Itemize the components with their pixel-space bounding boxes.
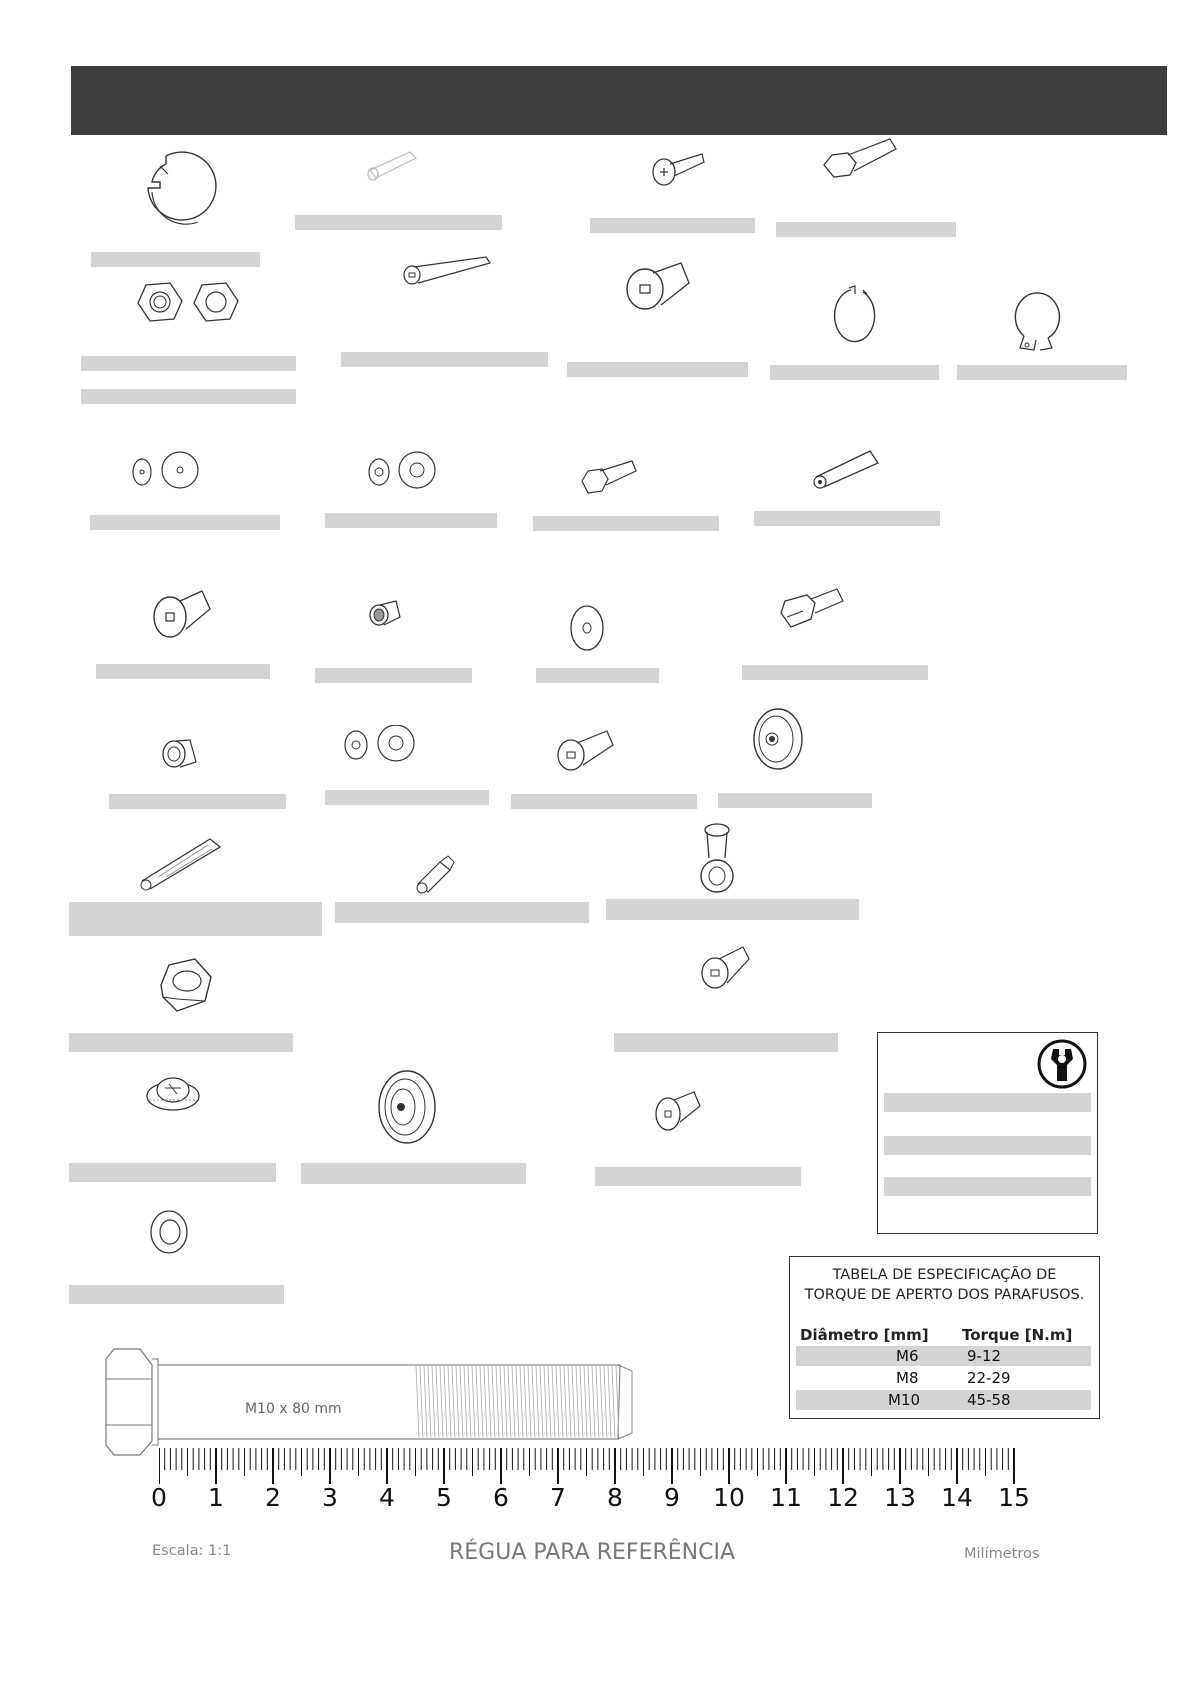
ruler-number: 1	[208, 1483, 224, 1512]
stud-icon	[412, 850, 457, 895]
ruler-number: 4	[379, 1483, 395, 1512]
circlip-icon	[1010, 288, 1062, 356]
label-hex-nut	[69, 1033, 293, 1052]
pulley-icon	[375, 1067, 440, 1147]
button-screw-icon	[555, 725, 615, 775]
label-flat-washer	[536, 668, 659, 683]
ruler-number: 3	[322, 1483, 338, 1512]
label-button-screw	[511, 794, 697, 809]
label-washers-c	[325, 790, 489, 805]
spec-title-line1: TABELA DE ESPECIFICAÇÃO DE	[832, 1267, 1057, 1283]
spec-diameter: M10	[888, 1391, 921, 1409]
label-countersunk-screw	[96, 664, 270, 679]
washer-icon	[565, 600, 610, 655]
label-lock-nut-1	[81, 356, 296, 371]
label-hex-screw	[533, 516, 719, 531]
label-countersunk-screw-small	[595, 1167, 801, 1186]
note-bar-1	[884, 1093, 1091, 1112]
ruler-number: 2	[265, 1483, 281, 1512]
ruler-number: 7	[550, 1483, 566, 1512]
lock-nut-icon	[132, 275, 247, 330]
col-torque-header: Torque [N.m]	[962, 1326, 1073, 1344]
label-e-clip	[91, 252, 260, 267]
washer-icon	[342, 725, 422, 765]
label-threaded-rod	[69, 902, 322, 936]
ruler-number: 9	[664, 1483, 680, 1512]
spec-diameter: M6	[896, 1347, 919, 1365]
reference-bolt	[100, 1345, 640, 1465]
ruler-title: RÉGUA PARA REFERÊNCIA	[449, 1540, 736, 1565]
wrench-icon	[1037, 1039, 1087, 1089]
spec-torque: 9-12	[967, 1347, 1002, 1365]
units-text: Milímetros	[964, 1546, 1040, 1562]
label-axle-pin	[742, 665, 928, 680]
label-circlip	[957, 365, 1127, 380]
ruler-number: 0	[151, 1483, 167, 1512]
bushing-icon	[366, 595, 406, 630]
scale-text: Escala: 1:1	[152, 1543, 232, 1559]
label-tube	[754, 511, 940, 526]
cap-nut-icon	[143, 1070, 203, 1115]
countersunk-screw-icon	[652, 1088, 702, 1133]
ruler-number: 8	[607, 1483, 623, 1512]
ruler-number: 13	[884, 1483, 916, 1512]
ruler-number: 11	[770, 1483, 802, 1512]
spec-title-line2: TORQUE DE APERTO DOS PARAFUSOS.	[804, 1287, 1085, 1303]
button-screw-icon	[697, 943, 752, 993]
label-button-screw-small	[614, 1033, 838, 1052]
label-pulley-small	[718, 793, 872, 808]
spec-torque: 45-58	[967, 1391, 1011, 1409]
socket-screw-icon	[400, 255, 495, 287]
label-hex-bolt	[776, 222, 956, 237]
hex-bolt-icon	[820, 135, 900, 195]
header-bar	[71, 66, 1167, 135]
phillips-screw-icon	[650, 148, 710, 190]
ruler-number: 5	[436, 1483, 452, 1512]
label-bushing	[315, 668, 472, 683]
spec-torque: 22-29	[967, 1369, 1011, 1387]
ruler-number: 6	[493, 1483, 509, 1512]
label-rubber-bushing	[109, 794, 286, 809]
label-phillips-screw	[590, 218, 755, 233]
note-bar-2	[884, 1136, 1091, 1155]
ruler-ticks	[159, 1448, 1019, 1488]
washer-icon	[365, 450, 440, 492]
hex-nut-icon	[155, 955, 217, 1017]
rod-icon	[138, 833, 228, 893]
label-snap-ring	[770, 365, 939, 380]
label-small-stud	[335, 902, 589, 923]
bushing-icon	[160, 732, 200, 772]
label-washers-b	[325, 513, 497, 528]
cup-washer-icon	[148, 1207, 190, 1257]
reference-ruler	[100, 1345, 1060, 1545]
col-diameter-header: Diâmetro [mm]	[800, 1326, 929, 1344]
label-socket-screw	[341, 352, 548, 367]
spec-diameter: M8	[896, 1369, 919, 1387]
snap-ring-icon	[833, 284, 878, 349]
eye-bolt-icon	[693, 822, 743, 894]
label-washers-a	[90, 515, 280, 530]
label-cup-washer	[69, 1285, 284, 1304]
label-pin	[295, 215, 502, 230]
pin-icon	[364, 148, 424, 188]
hex-screw-icon	[578, 455, 640, 500]
label-eye-bolt	[606, 899, 859, 920]
button-screw-icon	[623, 255, 693, 315]
pulley-icon	[750, 703, 810, 773]
tube-icon	[810, 445, 885, 490]
label-pulley-large	[301, 1163, 526, 1184]
bolt-label: M10 x 80 mm	[245, 1401, 342, 1417]
ruler-number: 14	[941, 1483, 973, 1512]
label-lock-nut-2	[81, 389, 296, 404]
e-clip-icon	[138, 148, 218, 233]
axle-icon	[777, 583, 847, 638]
label-cap-nut	[69, 1163, 276, 1182]
ruler-number: 12	[827, 1483, 859, 1512]
bolt-threads	[416, 1366, 619, 1438]
ruler-number: 15	[998, 1483, 1030, 1512]
ruler-number: 10	[713, 1483, 745, 1512]
washer-icon	[128, 450, 203, 492]
countersunk-screw-icon	[150, 585, 215, 640]
note-bar-3	[884, 1177, 1091, 1196]
torque-notes-box	[877, 1032, 1098, 1234]
label-button-screw-large	[567, 362, 748, 377]
